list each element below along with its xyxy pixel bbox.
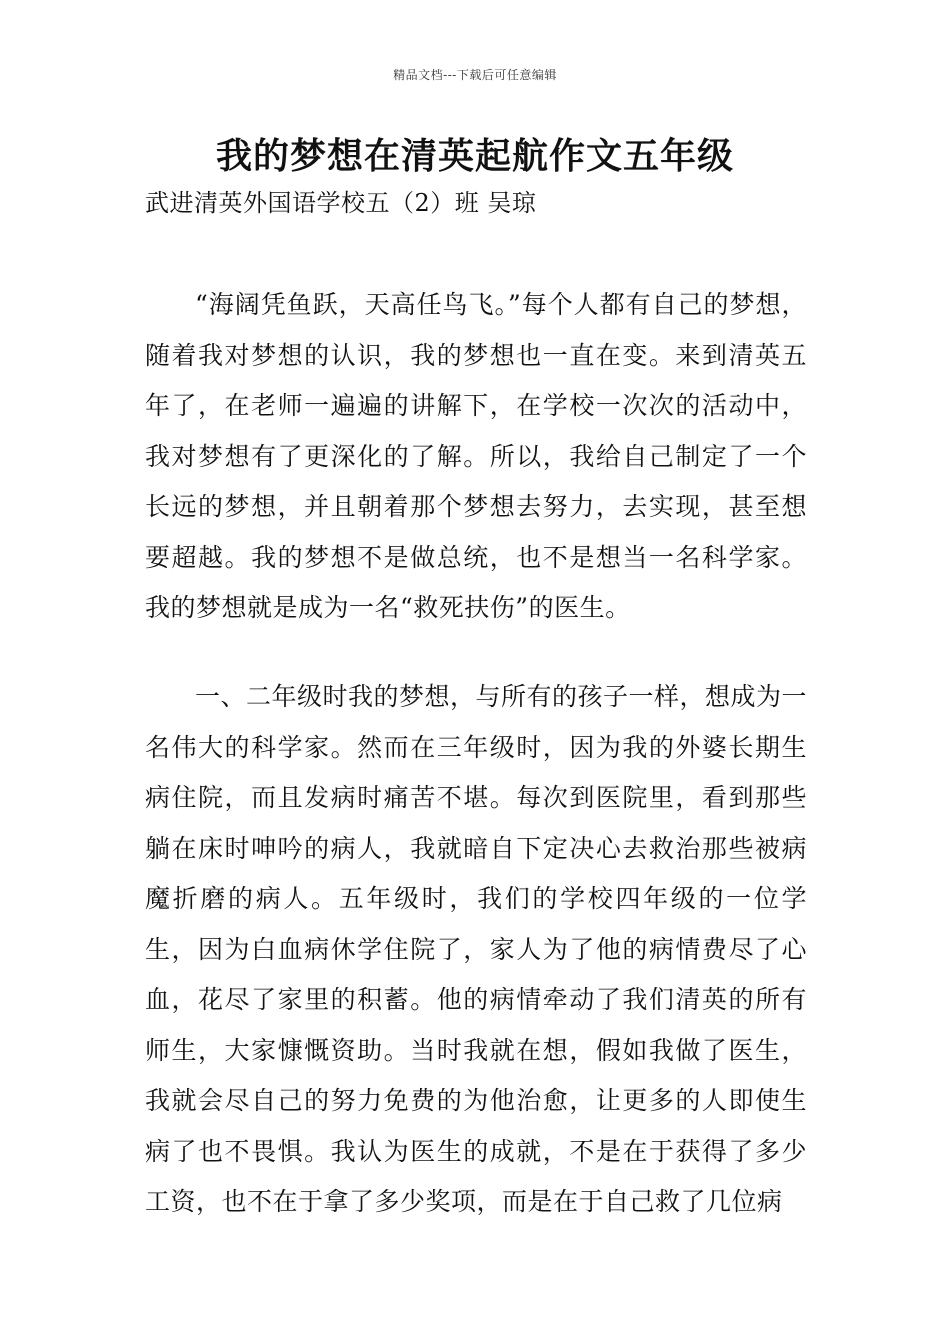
paragraph-2: 一、二年级时我的梦想，与所有的孩子一样，想成为一名伟大的科学家。然而在三年级时，因为我的外婆长期生病住院，而且发病时痛苦不堪。每次到医院里，看到那些躺在床时呻吟的病人，我就暗自下定决心去救治那些被病魔折磨的病人。五年级时，我们的学校四年级的一位学生，因为白血病休学住院了，家人为了他的病情费尽了心血，花尽了家里的积蓄。他的病情牵动了我们清英的所有师生，大家慷慨资助。当时我就在想，假如我做了医生，我就会尽自己的努力免费的为他治愈，让更多的人即使生病了也不畏惧。我认为医生的成就，不是在于获得了多少工资，也不在于拿了多少奖项，而是在于自己救了几位病 — [145, 682, 808, 1216]
paragraph-1: “海阔凭鱼跃，天高任鸟飞。”每个人都有自己的梦想，随着我对梦想的认识，我的梦想也一直在变。来到清英五年了，在老师一遍遍的讲解下，在学校一次次的活动中，我对梦想有了更深化的了解。所以，我给自己制定了一个长远的梦想，并且朝着那个梦想去努力，去实现，甚至想要超越。我的梦想不是做总统，也不是想当一名科学家。我的梦想就是成为一名“救死扶伤”的医生。 — [145, 290, 807, 622]
document-title: 我的梦想在清英起航作文五年级 — [215, 136, 734, 177]
header-note: 精品文档---下载后可任意编辑 — [393, 68, 557, 82]
author-line: 武进清英外国语学校五（2）班 吴琼 — [145, 189, 537, 217]
